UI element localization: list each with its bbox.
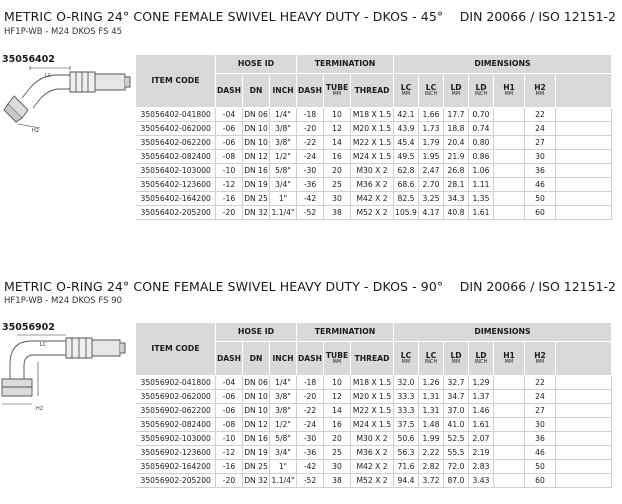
spacer-cell (556, 136, 612, 150)
table-cell: 37.0 (444, 404, 469, 418)
header-ld-mm: LD MM (444, 74, 469, 108)
table-cell: M52 X 2 (351, 474, 394, 488)
header-spacer (556, 342, 612, 376)
item-code-cell: 35056902-123600 (136, 446, 216, 460)
table-row (136, 108, 612, 122)
product-code: 35056902 (2, 322, 55, 333)
header-inch: INCH (270, 74, 297, 108)
header-ld-mm: LD MM (444, 342, 469, 376)
table-cell: -04 (216, 376, 243, 390)
table-cell: 1.29 (469, 376, 494, 390)
table-cell: M18 X 1.5 (351, 376, 394, 390)
header-inch: INCH (270, 342, 297, 376)
table-cell: 3/8" (270, 122, 297, 136)
table-cell: 1.31 (419, 404, 444, 418)
table-cell: 24 (525, 122, 556, 136)
spacer-cell (556, 404, 612, 418)
header-hose-id: HOSE ID (216, 323, 297, 342)
table-cell: -10 (216, 164, 243, 178)
table-cell: -20 (297, 390, 324, 404)
table-cell: -42 (297, 192, 324, 206)
header-termination: TERMINATION (297, 55, 394, 74)
header-lc-mm: LC MM (394, 74, 419, 108)
table-cell: 33.3 (394, 390, 419, 404)
item-code-cell: 35056902-164200 (136, 460, 216, 474)
table-cell: 62.8 (394, 164, 419, 178)
table-cell: 25 (324, 178, 351, 192)
spacer-cell (556, 108, 612, 122)
table-cell (494, 136, 525, 150)
standard-label: DIN 20066 / ISO 12151-2 (459, 279, 616, 294)
table-cell: 1.37 (469, 390, 494, 404)
table-cell: 14 (324, 404, 351, 418)
table-cell: 5/8" (270, 164, 297, 178)
table-cell: 1.66 (419, 108, 444, 122)
header-spacer (556, 74, 612, 108)
table-cell: 3.43 (469, 474, 494, 488)
table-cell: 1.1/4" (270, 474, 297, 488)
table-cell: 26.8 (444, 164, 469, 178)
table-cell (494, 376, 525, 390)
table-cell: 30 (525, 150, 556, 164)
item-code-cell: 35056402-062200 (136, 136, 216, 150)
table-row (136, 164, 612, 178)
table-cell: M20 X 1.5 (351, 390, 394, 404)
table-cell: M18 X 1.5 (351, 108, 394, 122)
table-cell: 71.6 (394, 460, 419, 474)
table-cell: 1.46 (469, 404, 494, 418)
table-cell (494, 150, 525, 164)
table-row (136, 178, 612, 192)
table-cell: 2.07 (469, 432, 494, 446)
table-cell: DN 25 (243, 460, 270, 474)
table-cell: 1/2" (270, 418, 297, 432)
table-cell: -22 (297, 404, 324, 418)
spacer-cell (556, 206, 612, 220)
spacer-cell (556, 390, 612, 404)
table-cell: M24 X 1.5 (351, 150, 394, 164)
table-cell: -16 (216, 192, 243, 206)
table-cell: 3/8" (270, 136, 297, 150)
item-code-cell: 35056902-082400 (136, 418, 216, 432)
table-cell: -16 (216, 460, 243, 474)
table-cell: 60 (525, 474, 556, 488)
table-cell: 42.1 (394, 108, 419, 122)
table-row (136, 192, 612, 206)
item-code-cell: 35056902-041800 (136, 376, 216, 390)
table-cell: DN 10 (243, 136, 270, 150)
header-h1: H1 MM (494, 74, 525, 108)
item-code-cell: 35056402-082400 (136, 150, 216, 164)
header-tube: TUBE MM (324, 74, 351, 108)
header-dn: DN (243, 74, 270, 108)
table-cell: 3/8" (270, 390, 297, 404)
table-cell: 55.5 (444, 446, 469, 460)
table-cell: 50.6 (394, 432, 419, 446)
section-title: METRIC O-RING 24° CONE FEMALE SWIVEL HEAVY DUTY - DKOS - 90° (4, 279, 444, 294)
table-cell: 1.11 (469, 178, 494, 192)
table-cell: M42 X 2 (351, 460, 394, 474)
header-term-dash: DASH (297, 74, 324, 108)
table-cell: 60 (525, 206, 556, 220)
table-cell: 30 (324, 460, 351, 474)
table-row (136, 474, 612, 488)
table-cell (494, 164, 525, 178)
header-hose-id: HOSE ID (216, 55, 297, 74)
table-cell: 87.0 (444, 474, 469, 488)
table-cell: -12 (216, 446, 243, 460)
table-row (136, 404, 612, 418)
header-dash: DASH (216, 342, 243, 376)
table-cell: M22 X 1.5 (351, 136, 394, 150)
item-code-cell: 35056402-062000 (136, 122, 216, 136)
table-cell: 46 (525, 178, 556, 192)
table-row (136, 122, 612, 136)
table-cell (494, 390, 525, 404)
table-cell: 1.48 (419, 418, 444, 432)
table-cell: 2.47 (419, 164, 444, 178)
table-cell (494, 108, 525, 122)
table-cell: DN 10 (243, 122, 270, 136)
table-cell: DN 06 (243, 376, 270, 390)
header-dn: DN (243, 342, 270, 376)
table-cell (494, 192, 525, 206)
item-code-cell: 35056402-123600 (136, 178, 216, 192)
table-cell: DN 06 (243, 108, 270, 122)
table-cell: -36 (297, 178, 324, 192)
standard-label: DIN 20066 / ISO 12151-2 (459, 9, 616, 24)
item-code-cell: 35056402-103000 (136, 164, 216, 178)
table-cell: -10 (216, 432, 243, 446)
spacer-cell (556, 178, 612, 192)
table-cell: -04 (216, 108, 243, 122)
item-code-cell: 35056902-103000 (136, 432, 216, 446)
table-cell (494, 446, 525, 460)
table-cell: 20.4 (444, 136, 469, 150)
header-item-code: ITEM CODE (136, 55, 216, 108)
table-cell: 56.3 (394, 446, 419, 460)
header-thread: THREAD (351, 74, 394, 108)
section-subtitle: HF1P-WB - M24 DKOS FS 45 (4, 27, 123, 37)
table-cell: 1" (270, 192, 297, 206)
table-cell: 28.1 (444, 178, 469, 192)
table-cell: 1/4" (270, 108, 297, 122)
table-cell (494, 474, 525, 488)
table-cell (494, 432, 525, 446)
table-cell: 1.61 (469, 206, 494, 220)
table-cell: M42 X 2 (351, 192, 394, 206)
table-cell: DN 19 (243, 446, 270, 460)
table-cell: -06 (216, 136, 243, 150)
table-cell: -06 (216, 390, 243, 404)
table-cell: 45.4 (394, 136, 419, 150)
table-row (136, 206, 612, 220)
table-cell: DN 32 (243, 474, 270, 488)
header-h1: H1 MM (494, 342, 525, 376)
spacer-cell (556, 446, 612, 460)
table-cell: DN 25 (243, 192, 270, 206)
table-row (136, 150, 612, 164)
table-cell: 2.82 (419, 460, 444, 474)
table-cell: -20 (216, 474, 243, 488)
fitting-90-drawing (0, 334, 135, 424)
table-cell: 18.8 (444, 122, 469, 136)
table-cell: M52 X 2 (351, 206, 394, 220)
table-cell: -36 (297, 446, 324, 460)
table-cell: -20 (297, 122, 324, 136)
table-cell: 3.72 (419, 474, 444, 488)
table-cell: DN 10 (243, 390, 270, 404)
table-cell: 20 (324, 164, 351, 178)
dim-lc-label: LC (45, 73, 52, 79)
item-code-cell: 35056402-164200 (136, 192, 216, 206)
spacer-cell (556, 150, 612, 164)
table-cell: M30 X 2 (351, 432, 394, 446)
dim-h2-label: H2 (36, 406, 43, 412)
table-row (136, 460, 612, 474)
table-cell: 34.7 (444, 390, 469, 404)
spacer-cell (556, 474, 612, 488)
table-cell: 2.19 (469, 446, 494, 460)
table-cell: 82.5 (394, 192, 419, 206)
table-row (136, 446, 612, 460)
product-code: 35056402 (2, 54, 55, 65)
table-cell: M24 X 1.5 (351, 418, 394, 432)
fitting-45-drawing (0, 66, 135, 156)
spacer-cell (556, 460, 612, 474)
table-cell (494, 122, 525, 136)
table-cell: -18 (297, 108, 324, 122)
header-lc-inch: LC INCH (419, 74, 444, 108)
table-cell: 0.70 (469, 108, 494, 122)
header-item-code: ITEM CODE (136, 323, 216, 376)
table-cell: DN 12 (243, 150, 270, 164)
header-dash: DASH (216, 74, 243, 108)
table-cell: -22 (297, 136, 324, 150)
table-row (136, 390, 612, 404)
table-cell: -08 (216, 418, 243, 432)
header-term-dash: DASH (297, 342, 324, 376)
table-cell: 1.61 (469, 418, 494, 432)
table-cell: 21.9 (444, 150, 469, 164)
table-cell: M36 X 2 (351, 178, 394, 192)
table-cell: -06 (216, 122, 243, 136)
table-cell: 68.6 (394, 178, 419, 192)
spec-rows-90 (136, 376, 612, 488)
item-code-cell: 35056402-041800 (136, 108, 216, 122)
table-cell: 1.79 (419, 136, 444, 150)
header-ld-inch: LD INCH (469, 342, 494, 376)
table-cell: 5/8" (270, 432, 297, 446)
table-cell: 2.70 (419, 178, 444, 192)
table-cell: 3/4" (270, 446, 297, 460)
header-thread: THREAD (351, 342, 394, 376)
table-cell: -52 (297, 474, 324, 488)
table-cell: 25 (324, 446, 351, 460)
table-cell: -30 (297, 432, 324, 446)
header-dimensions: DIMENSIONS (394, 323, 612, 342)
table-cell (494, 404, 525, 418)
table-cell: 33.3 (394, 404, 419, 418)
table-cell: -12 (216, 178, 243, 192)
table-cell: 24 (525, 390, 556, 404)
table-cell: DN 16 (243, 432, 270, 446)
table-cell (494, 460, 525, 474)
table-cell: 3/8" (270, 404, 297, 418)
table-cell: 27 (525, 404, 556, 418)
table-cell: M20 X 1.5 (351, 122, 394, 136)
table-cell: 105.9 (394, 206, 419, 220)
spacer-cell (556, 192, 612, 206)
header-termination: TERMINATION (297, 323, 394, 342)
table-cell: 1" (270, 460, 297, 474)
title-row (4, 279, 616, 295)
table-cell: -30 (297, 164, 324, 178)
table-cell: 36 (525, 432, 556, 446)
table-cell: 1.73 (419, 122, 444, 136)
table-cell: 14 (324, 136, 351, 150)
table-cell: 12 (324, 122, 351, 136)
table-cell: 49.5 (394, 150, 419, 164)
header-h2: H2 MM (525, 342, 556, 376)
spacer-cell (556, 376, 612, 390)
table-cell: -24 (297, 418, 324, 432)
table-cell: -08 (216, 150, 243, 164)
dim-lc-label: LC (40, 342, 47, 348)
header-tube: TUBE MM (324, 342, 351, 376)
table-cell: 22 (525, 376, 556, 390)
table-cell: 27 (525, 136, 556, 150)
table-cell: 37.5 (394, 418, 419, 432)
table-cell (494, 178, 525, 192)
table-cell: 20 (324, 432, 351, 446)
table-cell: 16 (324, 150, 351, 164)
table-cell: 1.1/4" (270, 206, 297, 220)
table-cell: 41.0 (444, 418, 469, 432)
table-cell: 94.4 (394, 474, 419, 488)
table-cell: 1/4" (270, 376, 297, 390)
title-row (4, 9, 616, 25)
table-cell: DN 16 (243, 164, 270, 178)
table-row (136, 432, 612, 446)
table-cell: 1.95 (419, 150, 444, 164)
table-cell: 16 (324, 418, 351, 432)
item-code-cell: 35056902-062200 (136, 404, 216, 418)
table-cell: 43.9 (394, 122, 419, 136)
table-cell: 10 (324, 108, 351, 122)
table-cell: 32.7 (444, 376, 469, 390)
spacer-cell (556, 164, 612, 178)
table-cell: 1.31 (419, 390, 444, 404)
section-subtitle: HF1P-WB - M24 DKOS FS 90 (4, 296, 123, 306)
header-ld-inch: LD INCH (469, 74, 494, 108)
spec-rows-45 (136, 108, 612, 220)
item-code-cell: 35056902-062000 (136, 390, 216, 404)
spec-table-90 (135, 322, 612, 488)
table-cell: -42 (297, 460, 324, 474)
table-cell: -52 (297, 206, 324, 220)
section-title: METRIC O-RING 24° CONE FEMALE SWIVEL HEAVY DUTY - DKOS - 45° (4, 9, 444, 24)
table-row (136, 418, 612, 432)
table-cell: 52.5 (444, 432, 469, 446)
table-cell: 72.0 (444, 460, 469, 474)
table-row (136, 136, 612, 150)
table-cell: -24 (297, 150, 324, 164)
table-cell: 0.86 (469, 150, 494, 164)
header-lc-inch: LC INCH (419, 342, 444, 376)
table-cell: DN 12 (243, 418, 270, 432)
table-cell: 38 (324, 474, 351, 488)
table-cell: 30 (525, 418, 556, 432)
table-cell: 50 (525, 460, 556, 474)
header-dimensions: DIMENSIONS (394, 55, 612, 74)
table-cell: 38 (324, 206, 351, 220)
table-cell: 4.17 (419, 206, 444, 220)
table-cell: 36 (525, 164, 556, 178)
header-h2: H2 MM (525, 74, 556, 108)
table-cell: 22 (525, 108, 556, 122)
table-cell: 17.7 (444, 108, 469, 122)
table-cell: DN 10 (243, 404, 270, 418)
header-lc-mm: LC MM (394, 342, 419, 376)
table-cell: 46 (525, 446, 556, 460)
table-cell: 2.22 (419, 446, 444, 460)
table-cell: 0.74 (469, 122, 494, 136)
table-cell: DN 19 (243, 178, 270, 192)
table-cell: 34.3 (444, 192, 469, 206)
table-cell: -06 (216, 404, 243, 418)
table-cell: -18 (297, 376, 324, 390)
table-cell: 2.83 (469, 460, 494, 474)
spacer-cell (556, 432, 612, 446)
dim-h2-label: H2 (32, 128, 39, 134)
table-cell (494, 418, 525, 432)
table-cell (494, 206, 525, 220)
table-row (136, 376, 612, 390)
table-cell: 30 (324, 192, 351, 206)
table-cell: 32.0 (394, 376, 419, 390)
table-cell: 0.80 (469, 136, 494, 150)
table-cell: 3.25 (419, 192, 444, 206)
table-cell: M22 X 1.5 (351, 404, 394, 418)
table-cell: 1.26 (419, 376, 444, 390)
table-cell: M36 X 2 (351, 446, 394, 460)
table-cell: 3/4" (270, 178, 297, 192)
table-cell: 10 (324, 376, 351, 390)
item-code-cell: 35056902-205200 (136, 474, 216, 488)
spec-table-45 (135, 54, 612, 220)
table-cell: 1.99 (419, 432, 444, 446)
table-cell: 1.06 (469, 164, 494, 178)
table-cell: 1.35 (469, 192, 494, 206)
table-cell: M30 X 2 (351, 164, 394, 178)
item-code-cell: 35056402-205200 (136, 206, 216, 220)
table-cell: 50 (525, 192, 556, 206)
table-cell: 12 (324, 390, 351, 404)
spacer-cell (556, 418, 612, 432)
table-cell: 40.8 (444, 206, 469, 220)
table-cell: -20 (216, 206, 243, 220)
spacer-cell (556, 122, 612, 136)
table-cell: DN 32 (243, 206, 270, 220)
table-cell: 1/2" (270, 150, 297, 164)
